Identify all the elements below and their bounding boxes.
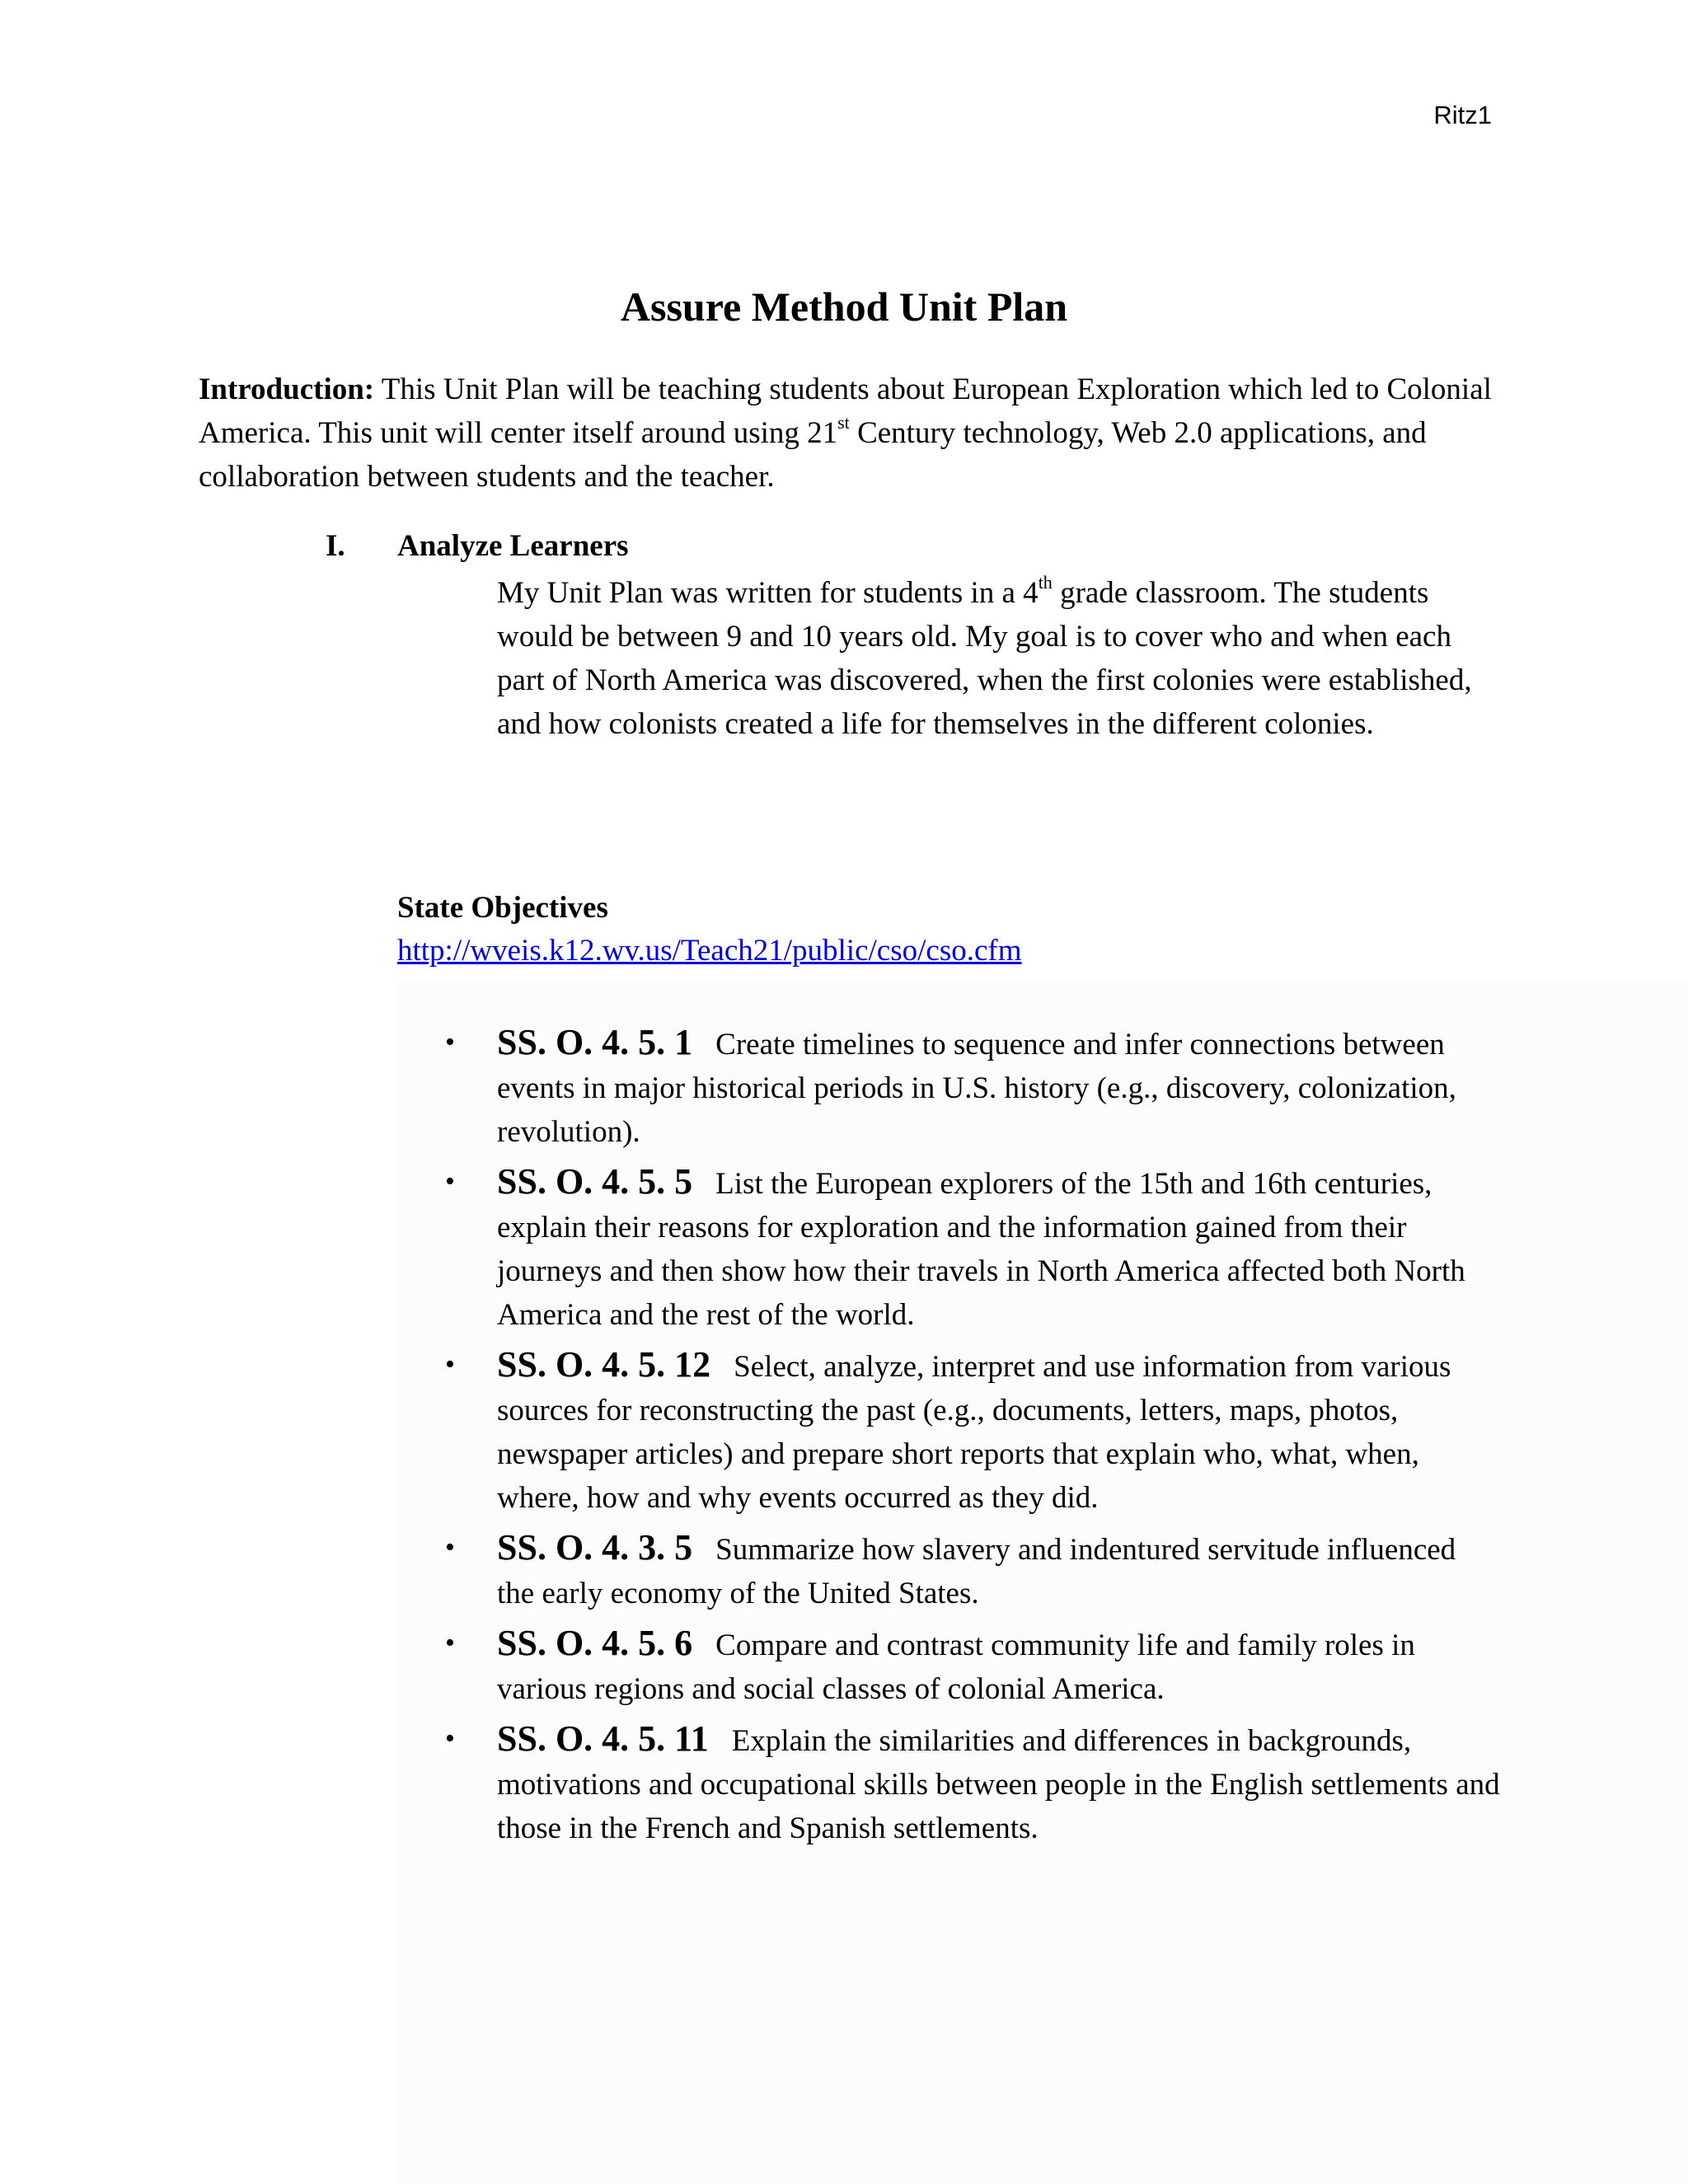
analyze-learners-text-part-1: My Unit Plan was written for students in a 4: [497, 576, 1039, 610]
state-objectives-heading: State Objectives: [397, 891, 608, 925]
objective-text: Create timelines to sequence and infer connections between events in major historical periods in U.S. history (e.g., discovery, colonization, revolution).: [497, 1028, 1456, 1149]
introduction-text-part-2: Century technology, Web 2.0 applications, and collaboration between students and the teacher.: [199, 416, 1427, 494]
bullet-icon: •: [445, 1166, 455, 1197]
bullet-icon: •: [445, 1349, 455, 1380]
objective-text: List the European explorers of the 15th and 16th centuries, explain their reasons for exploration and the information gained from their journeys and then show how their travels in North America affected both North America and the rest of the world.: [497, 1167, 1465, 1332]
objective-text: Summarize how slavery and indentured servitude influenced the early economy of the United States.: [497, 1533, 1456, 1610]
analyze-learners-paragraph: [497, 571, 1486, 746]
objective-code: SS. O. 4. 5. 1: [497, 1022, 693, 1062]
analyze-learners-superscript: th: [1038, 571, 1053, 593]
introduction-label: Introduction:: [199, 373, 375, 406]
bullet-icon: •: [445, 1723, 455, 1754]
page-header-label: Ritz1: [1433, 101, 1492, 129]
objective-code: SS. O. 4. 5. 12: [497, 1344, 711, 1385]
bullet-icon: •: [445, 1628, 455, 1658]
analyze-learners-text-part-2: grade classroom. The students would be between 9 and 10 years old. My goal is to cover who and when each part of North America was discovered, when the first colonies were established, and how colonists created a life for themselves in the different colonies.: [497, 576, 1472, 741]
objective-item: [445, 1160, 1500, 1337]
objective-item: [445, 1020, 1500, 1154]
introduction-paragraph: [199, 368, 1493, 499]
bullet-icon: •: [445, 1532, 455, 1563]
introduction-superscript: st: [837, 411, 850, 433]
objectives-list: [445, 1020, 1500, 1856]
objective-item: [445, 1526, 1500, 1615]
introduction-text-part-1: This Unit Plan will be teaching students about European Exploration which led to Colonial America. This unit will center itself around using 21: [199, 373, 1492, 450]
objective-text: Compare and contrast community life and family roles in various regions and social classes of colonial America.: [497, 1629, 1415, 1706]
section-heading-analyze-learners: Analyze Learners: [397, 529, 629, 563]
page-title: Assure Method Unit Plan: [620, 284, 1068, 330]
bullet-icon: •: [445, 1027, 455, 1057]
objective-code: SS. O. 4. 3. 5: [497, 1527, 693, 1568]
section-number: I.: [326, 529, 345, 563]
objective-item: [445, 1717, 1500, 1850]
state-objectives-link[interactable]: http://wveis.k12.wv.us/Teach21/public/cso/cso.cfm: [397, 934, 1022, 968]
objective-text: Select, analyze, interpret and use information from various sources for reconstructing the past (e.g., documents, letters, maps, photos, newspaper articles) and prepare short reports that explain who, what, when, where, how and why events occurred as they did.: [497, 1350, 1451, 1515]
objective-item: [445, 1621, 1500, 1711]
objective-code: SS. O. 4. 5. 5: [497, 1161, 693, 1202]
objective-text: Explain the similarities and differences in backgrounds, motivations and occupational skills between people in the English settlements and those in the French and Spanish settlements.: [497, 1724, 1500, 1845]
objective-code: SS. O. 4. 5. 11: [497, 1718, 709, 1759]
objective-code: SS. O. 4. 5. 6: [497, 1623, 693, 1663]
objective-item: [445, 1343, 1500, 1520]
